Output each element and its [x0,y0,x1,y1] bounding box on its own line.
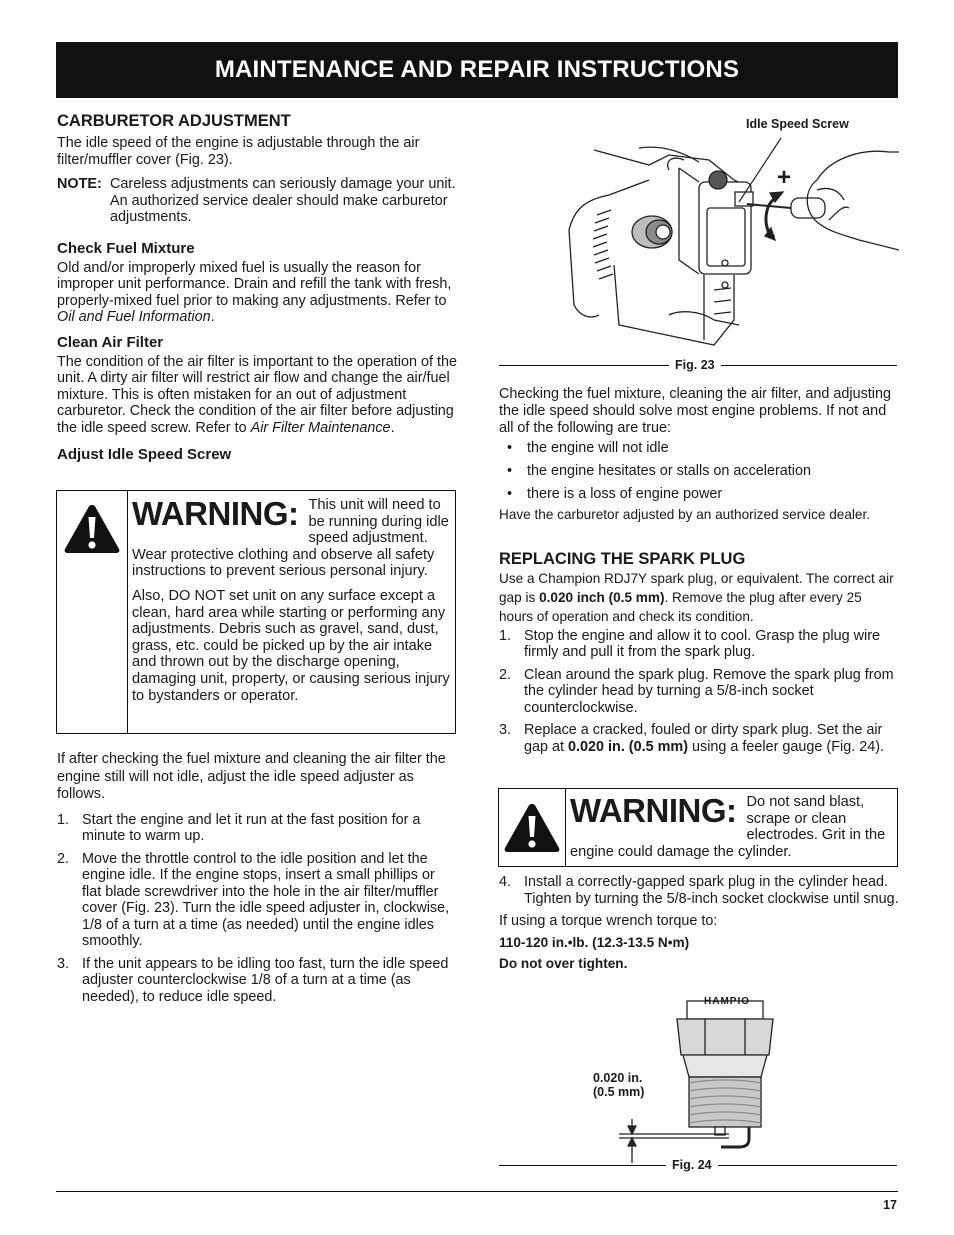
warning-paragraph-2: Also, DO NOT set unit on any surface except a clean, hard area while starting or performing any adjustments. Debris such as gravel, sand, dust, grass, etc. could be picked up by the air intake and thrown out by the discharge opening, damaging unit, property, or causing serious injury to bystanders or operator. [132,587,450,704]
plug-step-1: 1. Stop the engine and allow it to cool. Grasp the plug wire firmly and pull it from the spark plug. [499,627,880,661]
clean-air-filter-text: The condition of the air filter is important to the operation of the unit. A dirty air filter will restrict air flow and change the air/fuel mixture. This is often mistaken for an out of adjustment carburetor. Check the condition of the air filter before adjusting the idle speed screw. Refer to Air Filter Maintenance. [57,353,457,436]
idle-speed-screw-label: Idle Speed Screw [746,117,849,131]
spark-plug-brand-text: HAMPIO [704,996,750,1007]
symptom-item: • the engine hesitates or stalls on acceleration [507,463,811,480]
spark-plug-intro: Use a Champion RDJ7Y spark plug, or equivalent. The correct air gap is 0.020 inch (0.5 mm). Remove the plug after every 25 hours of operation and check its condition. [499,570,894,624]
warning-box-idle [56,490,456,734]
gap-spec: 0.020 inch (0.5 mm) [539,589,665,605]
plug-step-2: 2. Clean around the spark plug. Remove the spark plug from the cylinder head by turning a 5/8-inch socket counterclockwise. [499,666,894,716]
right-column-lower [499,874,899,973]
warning-spark-plug-text: Do not sand blast, scrape or clean electrodes. Grit in the engine could damage the cylinder. [570,794,886,860]
page-number: 17 [883,1198,897,1212]
air-filter-reference: Air Filter Maintenance [250,419,391,436]
warning-text-spark-plug [566,789,897,866]
adjust-idle-speed-heading: Adjust Idle Speed Screw [57,446,232,463]
engine-illustration [499,110,899,378]
figure-24 [499,995,899,1177]
warning-paragraph-1: This unit will need to be running during idle speed adjustment. Wear protective clothing and observe all safety instructions to prevent serious personal injury. [132,497,449,580]
fig-23-caption: Fig. 23 [499,358,897,372]
warning-word: WARNING: [570,792,737,829]
carburetor-intro-text: The idle speed of the engine is adjustable through the air filter/muffler cover (Fig. 23). [57,135,420,168]
warning-triangle-icon [503,802,561,854]
left-column-lower [57,751,457,1011]
torque-warning: Do not over tighten. [499,956,628,971]
symptom-item: • there is a loss of engine power [507,486,723,503]
left-column [57,112,457,463]
warning-word: WARNING: [132,495,299,532]
check-fuel-mixture-text: Old and/or improperly mixed fuel is usually the reason for improper unit performance. Drain and refill the tank with fresh, properly-mixed fuel prior to making any adjustments. Refer to Oil and Fuel Information. [57,259,452,325]
idle-step-2: 2. Move the throttle control to the idle position and let the engine idle. If the engine stops, insert a small phillips or flat blade screwdriver into the hole in the air filter/muffler cover (Fig. 23). Turn the idle speed adjuster in, clockwise, 1/8 of a turn at a time (as needed) until the engine idles smoothly. [57,850,450,949]
spark-plug-steps-cont [499,874,899,907]
note-label: NOTE: [57,176,102,192]
symptom-item: • the engine will not idle [507,440,669,457]
section-header-title: MAINTENANCE AND REPAIR INSTRUCTIONS [214,56,740,83]
idle-step-3: 3. If the unit appears to be idling too fast, turn the idle speed adjuster counterclockwise 1/8 of a turn at a time (as needed), to reduce idle speed. [57,955,449,1005]
troubleshoot-text: Checking the fuel mixture, cleaning the air filter, and adjusting the idle speed should solve most engine problems. If not and all of the following are true: [499,386,891,436]
symptom-list [499,440,899,502]
spark-plug-illustration [499,995,899,1177]
warning-triangle-icon [63,503,121,555]
right-column [499,386,899,761]
spark-plug-steps [499,628,899,756]
idle-adjust-steps [57,812,457,1006]
warning-icon-cell [499,789,566,866]
figure-23 [499,110,899,378]
footer-rule [56,1191,898,1192]
warning-box-spark-plug [498,788,898,867]
dealer-text: Have the carburetor adjusted by an authorized service dealer. [499,507,871,523]
spark-plug-heading: REPLACING THE SPARK PLUG [499,549,746,568]
minus-sign: - [767,219,776,249]
torque-value: 110-120 in.•lb. (12.3-13.5 N•m) [499,934,690,950]
fig-24-caption: Fig. 24 [499,1158,897,1172]
warning-icon-cell [57,491,128,733]
carburetor-adjustment-heading: CARBURETOR ADJUSTMENT [57,112,291,130]
torque-intro: If using a torque wrench torque to: [499,913,718,929]
gap-measurement-label: 0.020 in. (0.5 mm) [593,1071,645,1099]
plug-step-4: 4. Install a correctly-gapped spark plug in the cylinder head. Tighten by turning the 5/8-inch socket clockwise until snug. [499,874,899,907]
warning-text-idle [128,491,455,733]
section-header-bar [56,42,898,98]
idle-step-1: 1. Start the engine and let it run at the fast position for a minute to warm up. [57,811,421,844]
clean-air-filter-heading: Clean Air Filter [57,333,164,351]
idle-adjust-intro: If after checking the fuel mixture and cleaning the air filter the engine still will not idle, adjust the idle speed adjuster as follows. [57,751,446,802]
check-fuel-mixture-heading: Check Fuel Mixture [57,239,195,257]
plus-sign: + [777,164,792,191]
fuel-reference: Oil and Fuel Information [57,309,211,325]
carburetor-note [57,176,457,226]
note-text: Careless adjustments can seriously damage your unit. An authorized service dealer should make carburetor adjustments. [110,176,456,225]
plug-step-3: 3. Replace a cracked, fouled or dirty spark plug. Set the air gap at 0.020 in. (0.5 mm) using a feeler gauge (Fig. 24). [499,722,884,755]
